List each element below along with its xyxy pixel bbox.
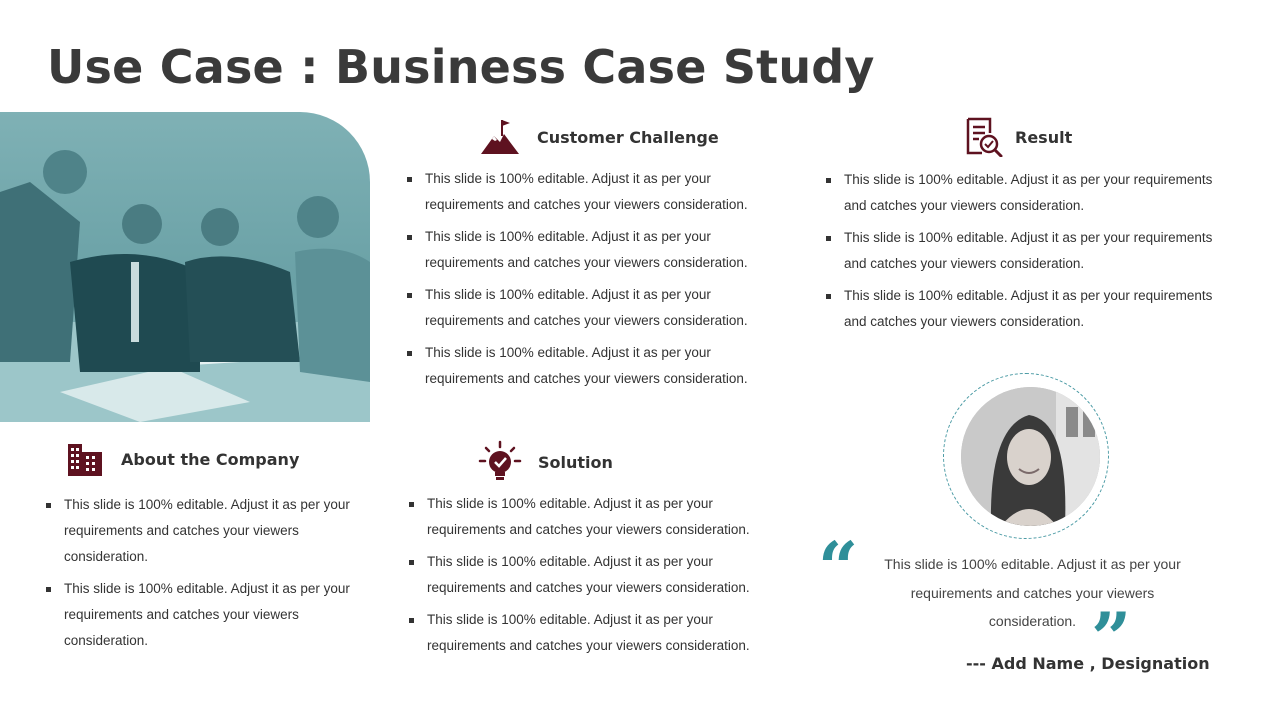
about-heading-row — [66, 440, 299, 478]
team-meeting-photo — [0, 112, 370, 422]
slide-title: Use Case : Business Case Study — [47, 40, 875, 94]
challenge-bullets — [407, 166, 777, 398]
testimonial-attribution: --- Add Name , Designation — [966, 654, 1210, 673]
list-item: This slide is 100% editable. Adjust it as per your requirements and catches your viewers consideration. — [46, 492, 376, 570]
result-heading: Result — [1015, 127, 1073, 147]
close-quote-icon: ” — [1091, 597, 1132, 680]
list-item: This slide is 100% editable. Adjust it as per your requirements and catches your viewers consideration. — [409, 549, 779, 601]
about-heading: About the Company — [121, 449, 300, 469]
challenge-heading-row — [480, 118, 719, 156]
list-item: This slide is 100% editable. Adjust it as per your requirements and catches your viewers consideration. — [409, 491, 779, 543]
list-item: This slide is 100% editable. Adjust it as per your requirements and catches your viewers consideration. — [407, 166, 777, 218]
list-item: This slide is 100% editable. Adjust it as per your requirements and catches your viewers consideration. — [826, 225, 1246, 277]
list-item: This slide is 100% editable. Adjust it as per your requirements and catches your viewers consideration. — [407, 282, 777, 334]
open-quote-icon: “ — [818, 526, 859, 609]
solution-heading: Solution — [538, 452, 613, 472]
mountain-flag-icon — [480, 118, 520, 156]
building-icon — [66, 440, 104, 478]
lightbulb-check-icon — [478, 440, 522, 484]
testimonial-avatar — [961, 387, 1100, 526]
list-item: This slide is 100% editable. Adjust it as per your requirements and catches your viewers consideration. — [826, 167, 1246, 219]
list-item: This slide is 100% editable. Adjust it as per your requirements and catches your viewers consideration. — [409, 607, 779, 659]
result-bullets — [826, 167, 1246, 341]
result-heading-row — [964, 117, 1072, 157]
document-check-icon — [964, 117, 1004, 157]
testimonial-text: This slide is 100% editable. Adjust it as per your requirements and catches your viewers consideration. — [884, 556, 1181, 629]
about-bullets — [46, 492, 376, 660]
list-item: This slide is 100% editable. Adjust it as per your requirements and catches your viewers consideration. — [407, 340, 777, 392]
list-item: This slide is 100% editable. Adjust it as per your requirements and catches your viewers consideration. — [407, 224, 777, 276]
challenge-heading: Customer Challenge — [537, 127, 719, 147]
list-item: This slide is 100% editable. Adjust it as per your requirements and catches your viewers consideration. — [826, 283, 1246, 335]
list-item: This slide is 100% editable. Adjust it as per your requirements and catches your viewers consideration. — [46, 576, 376, 654]
solution-bullets — [409, 491, 779, 665]
solution-heading-row — [478, 440, 613, 484]
